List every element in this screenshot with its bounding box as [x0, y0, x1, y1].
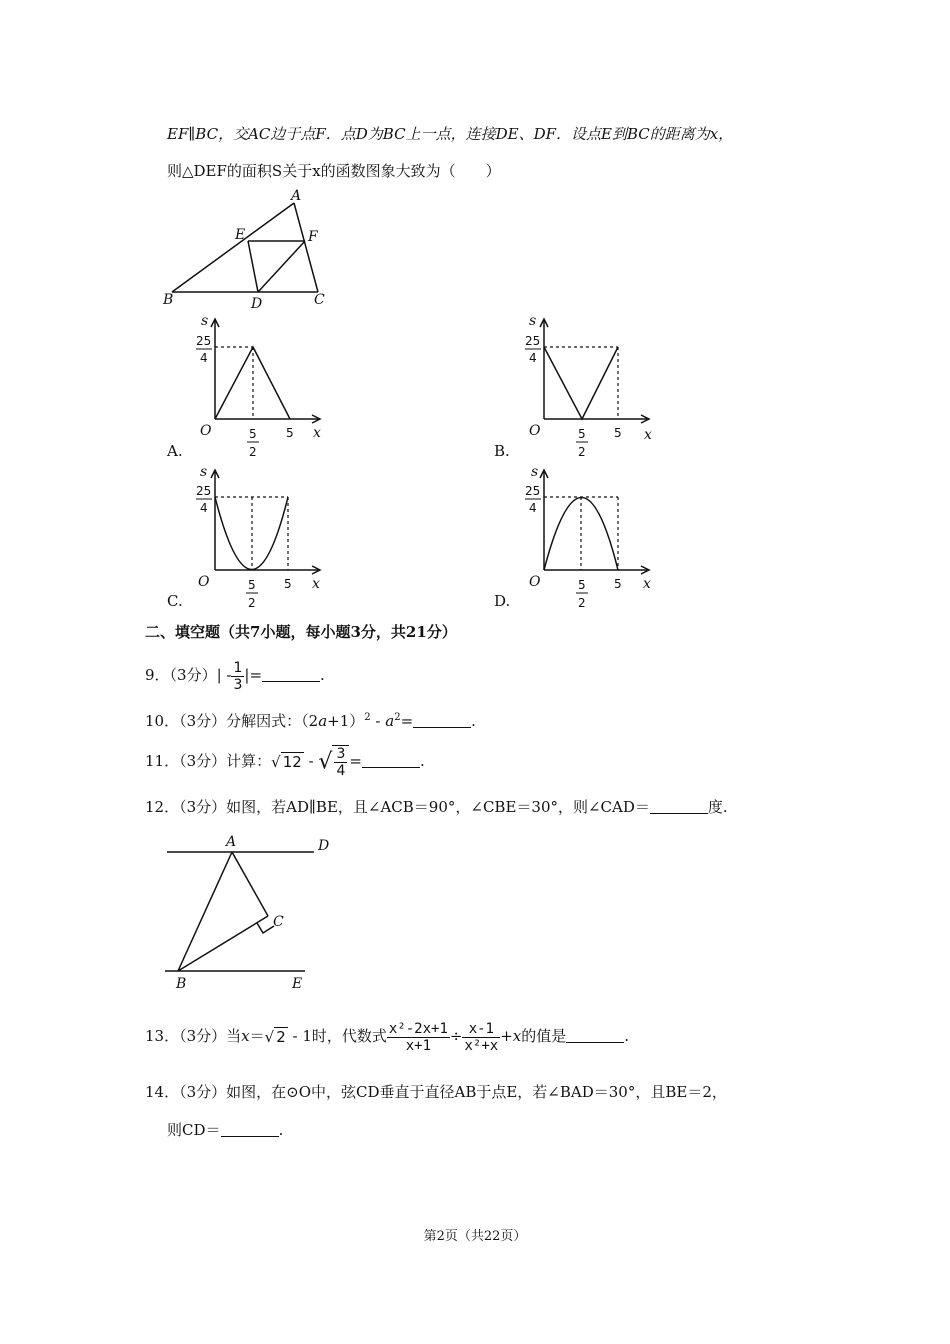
svg-text:25: 25 — [196, 484, 212, 498]
q14-answer-blank[interactable] — [221, 1122, 279, 1137]
svg-text:x: x — [643, 576, 651, 592]
sqrt-three-quarters: √ $\frac{3}{4}$ — [318, 742, 349, 783]
q13-answer-blank[interactable] — [566, 1028, 624, 1043]
section-2-title: 二、填空题（共7小题，每小题3分，共21分） — [145, 623, 457, 641]
svg-text:4: 4 — [200, 351, 208, 365]
q10-answer-blank[interactable] — [413, 713, 471, 728]
q14-line2: 则CD＝ . — [167, 1121, 284, 1139]
svg-text:s: s — [201, 313, 209, 329]
svg-text:5: 5 — [249, 427, 257, 441]
svg-text:2: 2 — [578, 445, 586, 459]
svg-text:B: B — [176, 976, 187, 992]
q8-line1: EF∥BC，交AC边于点F．点D为BC上一点，连接DE、DF．设点E到BC的距离为x， — [167, 125, 734, 143]
q14-line1: 14．（3分）如图，在⊙O中，弦CD垂直于直径AB于点E，若∠BAD＝30°，且BE＝2， — [145, 1083, 727, 1101]
q10: 10．（3分）分解因式：$(2a+1)^2 - a^2=$ . — [145, 712, 476, 730]
q9-answer-blank[interactable] — [262, 667, 320, 682]
q11-answer-blank[interactable] — [362, 753, 420, 768]
svg-text:2: 2 — [578, 596, 586, 610]
option-C-letter: C. — [167, 592, 183, 610]
svg-text:O: O — [200, 423, 212, 439]
q13: 13．（3分）当x＝√ 2 - 1时，代数式 $\frac{\text{x²-2x+1}}{x+1}$ ÷ $\frac{x-1}{\text{x²+x}}$ +x的值是 . — [145, 1014, 629, 1058]
svg-text:O: O — [529, 423, 541, 439]
tri-label-F: F — [308, 229, 318, 245]
svg-text:O: O — [529, 574, 541, 590]
svg-text:5: 5 — [578, 427, 586, 441]
graph-option-B — [517, 313, 667, 463]
svg-text:x: x — [313, 425, 321, 441]
svg-text:2: 2 — [249, 445, 257, 459]
svg-text:D: D — [318, 838, 330, 854]
q12-answer-blank[interactable] — [650, 799, 708, 814]
svg-text:5: 5 — [614, 577, 622, 591]
svg-text:s: s — [200, 464, 208, 480]
svg-text:5: 5 — [248, 578, 256, 592]
svg-text:25: 25 — [525, 334, 541, 348]
graph-option-D — [517, 462, 667, 612]
svg-text:x: x — [644, 427, 652, 443]
svg-text:O: O — [198, 574, 210, 590]
q12: 12．（3分）如图，若AD∥BE，且∠ACB＝90°，∠CBE＝30°，则∠CAD＝ 度. — [145, 798, 728, 816]
svg-text:s: s — [531, 464, 539, 480]
q12-figure — [160, 830, 340, 995]
svg-text:2: 2 — [248, 596, 256, 610]
graph-option-C — [190, 462, 340, 612]
tri-label-B: B — [163, 292, 174, 308]
tri-label-C: C — [314, 292, 325, 308]
svg-text:s: s — [529, 313, 537, 329]
option-A-letter: A. — [167, 442, 183, 460]
svg-text:x: x — [312, 576, 320, 592]
svg-text:4: 4 — [200, 501, 208, 515]
page-footer: 第2页（共22页） — [423, 1229, 527, 1244]
svg-text:25: 25 — [196, 334, 212, 348]
svg-text:E: E — [292, 976, 303, 992]
svg-text:5: 5 — [284, 577, 292, 591]
svg-text:4: 4 — [529, 501, 537, 515]
sqrt-2: √ 2 — [264, 1028, 286, 1046]
q8-line2: 则△DEF的面积S关于x的函数图象大致为（ ） — [167, 162, 501, 180]
svg-text:5: 5 — [286, 426, 294, 440]
q8-triangle-figure — [160, 190, 340, 315]
svg-text:A: A — [226, 834, 237, 850]
svg-text:25: 25 — [525, 484, 541, 498]
q11: 11．（3分）计算：√ 12 - √ $\frac{3}{4}$ = . — [145, 741, 425, 781]
graph-option-A — [190, 313, 340, 463]
sqrt-12: √ 12 — [271, 753, 302, 771]
tri-label-D: D — [251, 296, 263, 312]
tri-label-A: A — [291, 188, 302, 204]
q9: 9．（3分）| - $\frac{1}{3}$ |= . — [145, 659, 325, 693]
svg-text:4: 4 — [529, 351, 537, 365]
option-D-letter: D. — [494, 592, 511, 610]
svg-text:C: C — [273, 914, 284, 930]
tri-label-E: E — [235, 227, 246, 243]
svg-text:5: 5 — [578, 578, 586, 592]
svg-text:5: 5 — [614, 426, 622, 440]
option-B-letter: B. — [494, 442, 510, 460]
